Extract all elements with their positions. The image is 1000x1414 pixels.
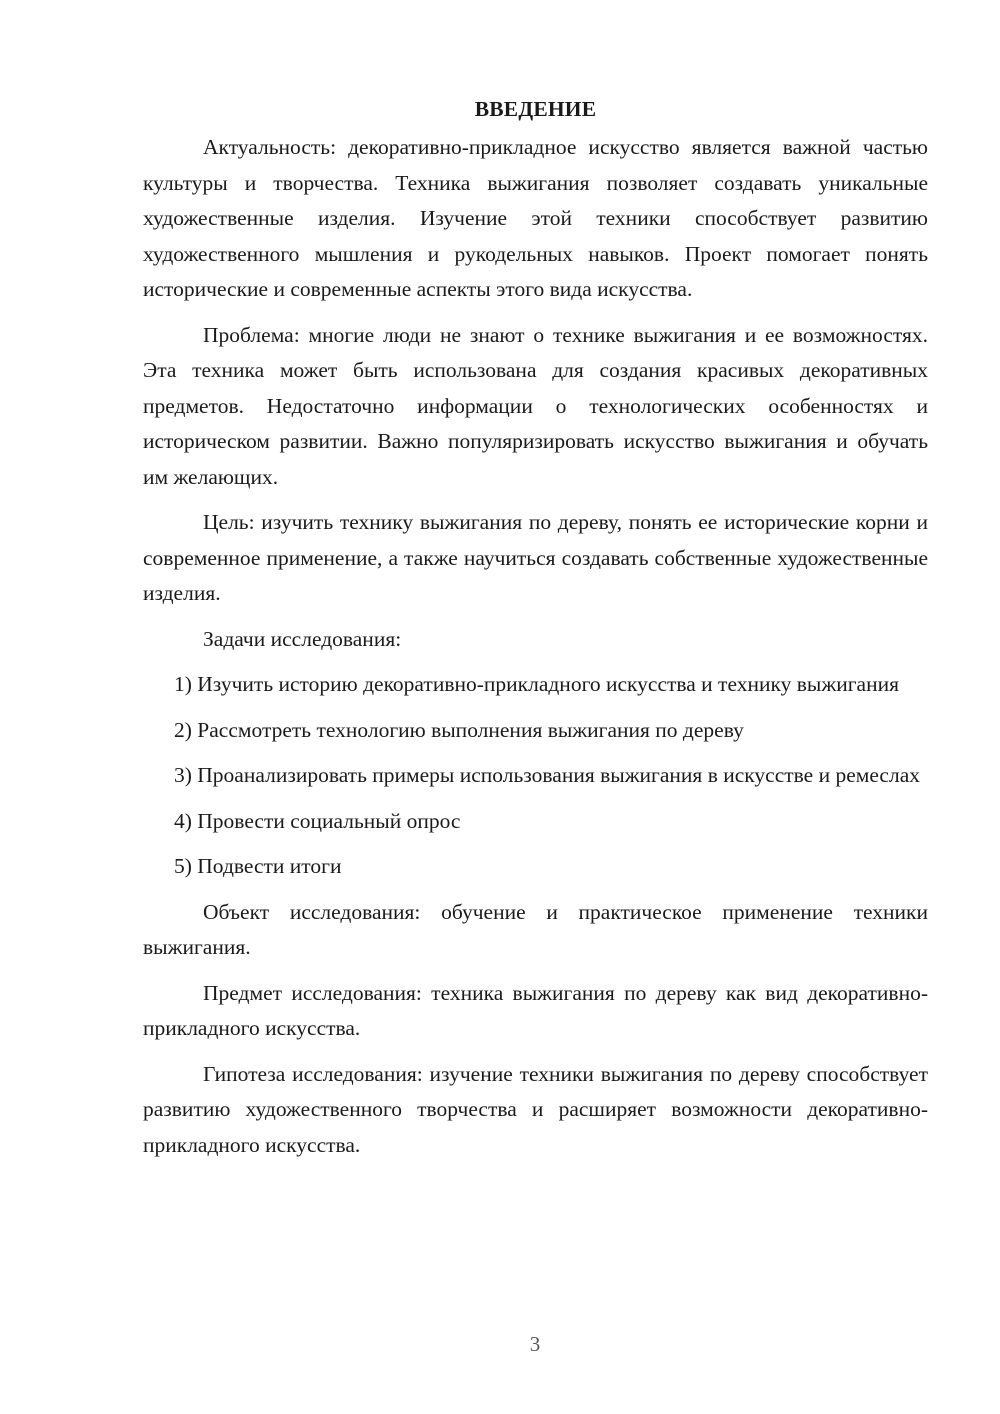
paragraph-hypothesis: Гипотеза исследования: изучение техники выжигания по дереву способствует развитию художественного творчества и расширяет возможности декоративно-прикладного искусства. bbox=[143, 1061, 928, 1157]
document-title: ВВЕДЕНИЕ bbox=[474, 97, 597, 121]
task-item: 1) Изучить историю декоративно-прикладного искусства и технику выжигания bbox=[174, 672, 899, 696]
page-number: 3 bbox=[529, 1332, 541, 1356]
tasks-heading: Задачи исследования: bbox=[203, 626, 402, 651]
paragraph-problem: Проблема: многие люди не знают о технике выжигания и ее возможностях. Эта техника может быть использована для создания красивых декоративных предметов. Недостаточно информации о технологических особенностях и историческом развитии. Важно популяризировать искусство выжигания и обучать им желающих. bbox=[143, 322, 928, 489]
task-item: 5) Подвести итоги bbox=[174, 854, 342, 878]
paragraph-goal: Цель: изучить технику выжигания по дереву, понять ее исторические корни и современное применение, а также научиться создавать собственные художественные изделия. bbox=[143, 510, 928, 605]
task-item: 2) Рассмотреть технологию выполнения выжигания по дереву bbox=[174, 717, 744, 742]
document-page bbox=[143, 92, 928, 1173]
tasks-list bbox=[143, 667, 928, 885]
paragraph-subject: Предмет исследования: техника выжигания по дереву как вид декоративно-прикладного искусства. bbox=[143, 980, 928, 1040]
paragraph-relevance: Актуальность: декоративно-прикладное искусство является важной частью культуры и творчества. Техника выжигания позволяет создавать уникальные художественные изделия. Изучение этой техники способствует развитию художественного мышления и рукодельных навыков. Проект помогает понять исторические и современные аспекты этого вида искусства. bbox=[143, 135, 928, 301]
task-item: 3) Проанализировать примеры использования выжигания в искусстве и ремеслах bbox=[174, 763, 921, 787]
task-item: 4) Провести социальный опрос bbox=[174, 808, 461, 833]
paragraph-object: Объект исследования: обучение и практическое применение техники выжигания. bbox=[143, 899, 928, 959]
